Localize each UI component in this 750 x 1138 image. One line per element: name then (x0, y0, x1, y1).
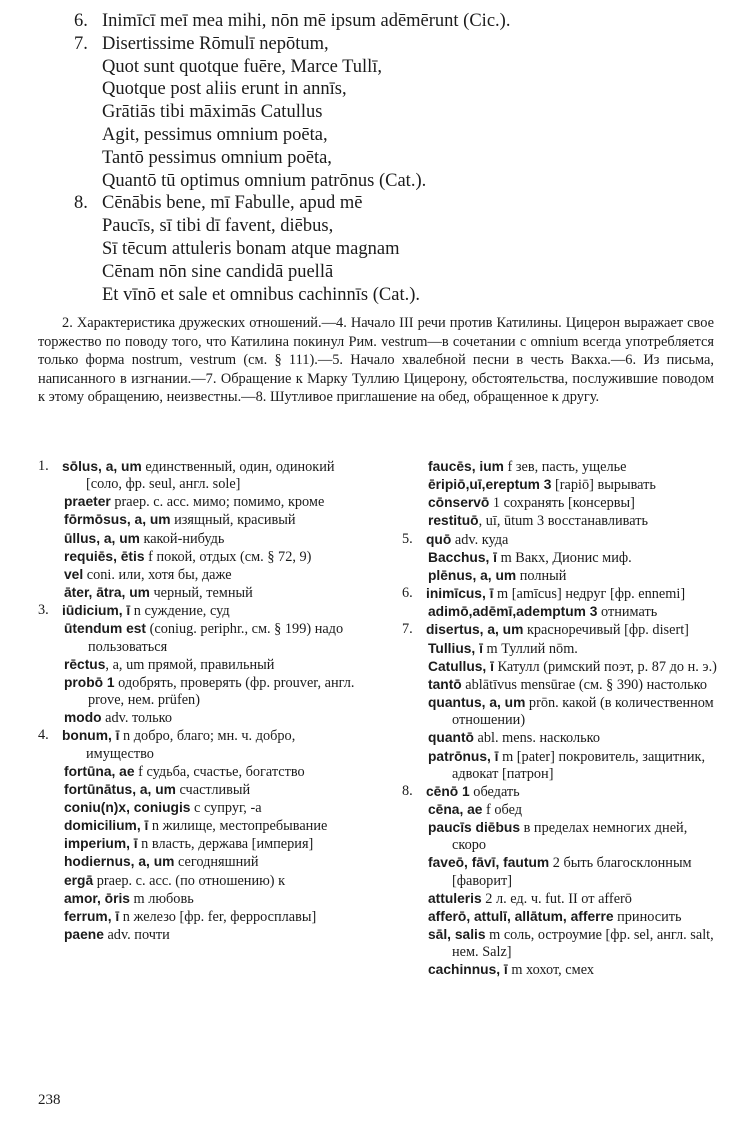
vocab-definition: adv. только (101, 710, 173, 727)
vocab-entry (38, 835, 356, 853)
vocab-headword: amor, ōris (64, 890, 130, 906)
vocab-definition: обедать (469, 783, 520, 800)
vocab-headword: cachinnus, ī (428, 962, 508, 978)
vocab-definition: в пределах немногих дней, скоро (452, 820, 688, 854)
vocab-headword: cēnō 1 (426, 783, 470, 799)
vocab-headword: Catullus, ī (428, 658, 494, 674)
vocab-definition: praep. c. acc. мимо; помимо, кроме (110, 494, 325, 511)
vocab-entry (38, 493, 356, 511)
vocab-headword: faveō, fāvī, fautum (428, 855, 550, 871)
section-number: 3. (38, 602, 49, 619)
vocab-entry (38, 853, 356, 871)
vocab-entry (402, 783, 720, 801)
vocab-headword: inimīcus, ī (426, 586, 494, 602)
vocab-headword: quantō (428, 730, 474, 746)
poem-line: Quotque post aliis erunt in annīs, (102, 79, 347, 100)
vocab-definition: n железо [фр. fer, ферросплавы] (119, 908, 317, 925)
vocab-definition: красноречивый [фр. disert] (523, 622, 689, 639)
vocab-entry (402, 658, 720, 676)
vocab-entry (38, 548, 356, 566)
vocab-headword: fortūnātus, a, um (64, 781, 176, 797)
vocab-definition: , a, um прямой, правильный (105, 656, 275, 673)
vocab-headword: ūllus, a, um (64, 530, 140, 546)
vocab-entry (38, 584, 356, 602)
vocab-definition: adv. почти (103, 927, 170, 944)
vocab-headword: ēripiō,uī,ereptum 3 (428, 477, 552, 493)
poem-line: Quantō tū optimus omnium patrōnus (Cat.). (102, 170, 427, 191)
section-number: 1. (38, 458, 49, 474)
vocab-definition: черный, темный (149, 585, 253, 602)
vocab-entry (38, 908, 356, 926)
vocab-entry (38, 926, 356, 944)
vocab-headword: modo (64, 710, 102, 726)
vocab-definition: приносить (613, 908, 682, 925)
vocab-headword: ergā (64, 872, 94, 888)
vocab-entry (38, 781, 356, 799)
vocab-entry (402, 729, 720, 747)
vocab-headword: attuleris (428, 890, 482, 906)
vocab-headword: āter, ātra, um (64, 585, 150, 601)
vocab-definition: f покой, отдых (см. § 72, 9) (144, 548, 312, 565)
commentary-notes: 2. Характеристика дружеских отношений.—4. Начало III речи против Катилины. Цицерон выражает свое торжество по поводу того, что Катилина покинул Рим. vestrum—в сочетании с omnium всегда употребляется только форма nostrum, vestrum (см. § 111).—5. Начало хвалебной песни в честь Вакха.—6. Из письма, написанного в изгнании.—7. Обращение к Марку Туллию Цицерону, обстоятельства, послужившие поводом к этому обращению, неизвестны.—8. Шутливое приглашение на обед, обращенное к другу. (38, 315, 714, 406)
vocab-definition: m хохот, смех (507, 962, 594, 979)
poem-number: 6. (74, 11, 88, 31)
vocab-headword: fortūna, ae (64, 763, 135, 779)
vocab-entry (38, 799, 356, 817)
vocab-definition: m любовь (129, 890, 194, 907)
vocab-headword: iūdicium, ī (62, 603, 131, 619)
vocab-entry (38, 872, 356, 890)
poem-line: Paucīs, sī tibi dī favent, diēbus, (102, 216, 334, 237)
vocab-entry (38, 890, 356, 908)
vocab-definition: f зев, пасть, ущелье (503, 459, 627, 475)
vocab-headword: adimō,adēmī,ademptum 3 (428, 604, 598, 620)
vocab-entry (402, 476, 720, 494)
vocab-entry (402, 801, 720, 819)
poem-line: Et vīnō et sale et omnibus cachinnīs (Cat.). (102, 284, 421, 305)
vocab-entry (402, 512, 720, 530)
vocab-entry (402, 458, 720, 476)
vocab-headword: ūtendum est (64, 621, 147, 637)
vocab-entry (402, 926, 720, 961)
vocab-definition: praep. c. acc. (по отношению) к (93, 872, 286, 889)
section-number: 8. (402, 782, 413, 799)
vocab-headword: hodiernus, a, um (64, 854, 175, 870)
vocab-definition: n суждение, суд (130, 603, 230, 620)
vocab-headword: coniu(n)x, coniugis (64, 799, 191, 815)
vocab-headword: fōrmōsus, a, um (64, 512, 171, 528)
vocab-definition: ablātīvus mensūrae (см. § 390) настолько (461, 676, 708, 693)
vocab-definition: (coniug. periphr., см. § 199) надо пользоваться (88, 621, 344, 655)
vocab-definition: abl. mens. насколько (473, 730, 601, 747)
vocab-entry (402, 676, 720, 694)
vocab-headword: rēctus (64, 656, 106, 672)
vocab-entry (402, 748, 720, 783)
vocab-definition: prōn. какой (в количественном отношении) (452, 695, 714, 729)
vocab-definition: одобрять, проверять (фр. prouver, англ. prove, нем. prüfen) (88, 674, 355, 709)
poem-line: Quot sunt quotque fuēre, Marce Tullī, (102, 56, 383, 77)
vocab-entry (402, 585, 720, 603)
page-number: 238 (38, 1092, 61, 1108)
vocab-entry (402, 531, 720, 549)
section-number: 5. (402, 530, 413, 547)
vocab-entry (38, 763, 356, 781)
vocab-headword: praeter (64, 494, 111, 510)
vocab-entry (402, 603, 720, 621)
poem-line: Inimīcī meī mea mihi, nōn mē ipsum adēmērunt (Cic.). (102, 11, 511, 31)
poem-6 (74, 10, 714, 33)
section-number: 4. (38, 727, 49, 744)
vocab-entry (38, 602, 356, 620)
vocab-definition: m соль, остроумие [фр. sel, англ. salt, нем. Salz] (452, 927, 714, 961)
poem-8 (74, 192, 714, 306)
vocab-headword: quō (426, 531, 452, 547)
vocab-definition: m [amīcus] недруг [фр. ennemi] (493, 586, 686, 603)
vocab-definition: 2 быть благосклонным [фаворит] (452, 855, 692, 889)
poem-line: Agit, pessimus omnium poēta, (102, 124, 328, 145)
vocab-headword: sāl, salis (428, 927, 486, 943)
vocab-entry (38, 530, 356, 548)
vocab-headword: cēna, ae (428, 801, 483, 817)
vocab-definition: 1 сохранять [консервы] (489, 495, 635, 512)
vocab-definition: сегодняшний (174, 854, 259, 871)
vocab-definition: adv. куда (451, 531, 509, 548)
poem-line: Grātiās tibi māximās Catullus (102, 102, 323, 123)
vocab-headword: Bacchus, ī (428, 549, 498, 565)
vocab-entry (38, 817, 356, 835)
latin-poems (74, 10, 714, 306)
poem-number: 7. (74, 33, 88, 54)
vocab-headword: patrōnus, ī (428, 748, 499, 764)
vocab-definition: n власть, держава [империя] (137, 836, 314, 853)
vocab-definition: c супруг, -а (190, 799, 262, 816)
vocab-entry (402, 567, 720, 585)
poem-line: Sī tēcum attuleris bonam atque magnam (102, 238, 400, 259)
vocab-definition: изящный, красивый (170, 512, 296, 529)
vocab-headword: bonum, ī (62, 728, 120, 744)
vocab-entry (402, 819, 720, 854)
vocab-definition: f обед (482, 801, 523, 818)
poem-line: Disertissime Rōmulī nepōtum, (102, 33, 329, 54)
vocab-headword: faucēs, ium (428, 459, 504, 474)
vocab-definition: Катулл (римский поэт, р. 87 до н. э.) (493, 658, 717, 675)
vocab-headword: disertus, a, um (426, 622, 524, 638)
vocab-entry (38, 674, 356, 709)
vocab-definition: m [pater] покровитель, защитник, адвокат [патрон] (452, 748, 706, 782)
vocab-entry (38, 656, 356, 674)
vocab-definition: отнимать (597, 604, 658, 621)
vocab-definition: coni. или, хотя бы, даже (83, 566, 232, 583)
vocab-entry (402, 621, 720, 639)
vocab-definition: 2 л. ед. ч. fut. II от afferō (481, 890, 632, 907)
vocab-headword: quantus, a, um (428, 695, 526, 711)
vocab-definition: , uī, ūtum 3 восстанавливать (478, 513, 648, 530)
vocab-entry (38, 511, 356, 529)
section-number: 7. (402, 621, 413, 638)
section-number: 6. (402, 585, 413, 602)
vocab-headword: restituō (428, 513, 479, 529)
vocab-entry (38, 709, 356, 727)
vocab-headword: paucīs diēbus (428, 820, 521, 836)
vocab-definition: [rapiō] вырывать (551, 477, 656, 494)
poem-line: Tantō pessimus omnium poēta, (102, 147, 332, 168)
poem-line: Cēnam nōn sine candidā puellā (102, 261, 334, 282)
vocab-headword: imperium, ī (64, 836, 138, 852)
poem-7 (74, 33, 714, 193)
vocab-entry (402, 694, 720, 729)
vocab-headword: ferrum, ī (64, 908, 120, 924)
vocab-entry (402, 854, 720, 889)
vocab-definition: единственный, один, одинокий [соло, фр. seul, англ. sole] (86, 459, 335, 493)
vocab-entry (402, 494, 720, 512)
vocab-definition: счастливый (175, 781, 251, 798)
vocab-definition: какой-нибудь (139, 530, 225, 547)
vocab-headword: domicilium, ī (64, 818, 149, 834)
vocab-headword: plēnus, a, um (428, 567, 517, 583)
poem-line: Cēnābis bene, mī Fabulle, apud mē (102, 193, 363, 214)
vocab-entry (402, 908, 720, 926)
vocab-headword: cōnservō (428, 495, 490, 511)
vocab-headword: Tullius, ī (428, 640, 483, 656)
vocab-headword: vel (64, 566, 84, 582)
vocab-definition: полный (516, 567, 567, 584)
vocab-headword: tantō (428, 676, 462, 692)
vocab-definition: n жилище, местопребывание (148, 818, 328, 835)
vocab-entry (38, 727, 356, 762)
vocab-headword: probō 1 (64, 674, 115, 690)
vocab-definition: m Туллий nōm. (482, 640, 578, 657)
vocab-entry (402, 549, 720, 567)
vocabulary-left-column (38, 458, 356, 944)
vocab-entry (402, 890, 720, 908)
poem-number: 8. (74, 193, 88, 214)
vocab-definition: m Вакх, Дионис миф. (497, 549, 632, 566)
vocab-entry (38, 566, 356, 584)
vocab-definition: f судьба, счастье, богатство (134, 763, 305, 780)
vocab-entry (402, 961, 720, 979)
vocabulary-right-column (402, 458, 720, 980)
vocab-headword: afferō, attulī, allātum, afferre (428, 908, 614, 924)
vocab-headword: requiēs, ētis (64, 548, 145, 564)
vocab-entry (38, 620, 356, 655)
vocab-headword: sōlus, a, um (62, 459, 142, 474)
vocab-headword: paene (64, 927, 104, 943)
vocab-entry (402, 640, 720, 658)
vocab-definition: n добро, благо; мн. ч. добро, имущество (86, 728, 296, 762)
vocab-entry (38, 458, 356, 493)
